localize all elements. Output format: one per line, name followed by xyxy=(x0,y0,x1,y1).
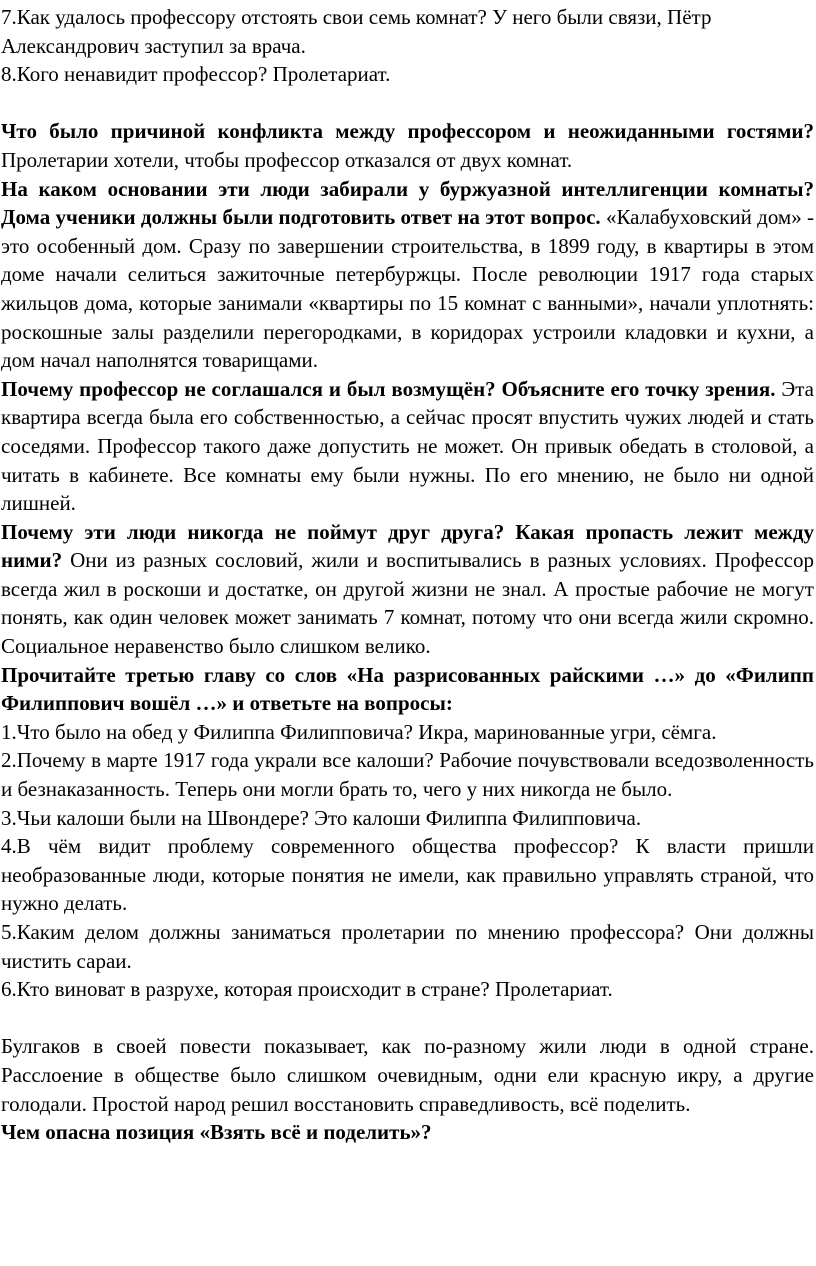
answer-2 xyxy=(1,746,814,803)
blank-line xyxy=(1,89,814,118)
conclusion-paragraph xyxy=(1,1032,814,1118)
mutual-understanding-paragraph xyxy=(1,518,814,661)
answer-5-text: 5.Каким делом должны заниматься пролетарии по мнению профессора? Они должны чистить сараи. xyxy=(1,920,814,973)
conflict-cause-paragraph xyxy=(1,117,814,174)
rooms-basis-paragraph xyxy=(1,175,814,375)
answer-8-text: 8.Кого ненавидит профессор? Пролетариат. xyxy=(1,62,391,87)
answer-4-text: 4.В чём видит проблему современного общества профессор? К власти пришли необразованные люди, которые понятия не имели, как правильно управлять страной, что нужно делать. xyxy=(1,834,814,916)
professor-outrage-question: Почему профессор не соглашался и был возмущён? Объясните его точку зрения. xyxy=(1,376,776,401)
conflict-cause-question: Что было причиной конфликта между профессором и неожиданными гостями? xyxy=(1,119,814,144)
rooms-basis-answer: «Калабуховский дом» - это особенный дом. Сразу по завершении строительства, в 1899 году, в квартиры в этом доме начали селиться зажиточные петербуржцы. После революции 1917 года старых жильцов дома, которые занимали «квартиры по 15 комнат с ванными», начали уплотнять: роскошные залы разделили перегородками, в коридорах устроили кладовки и кухни, а дом начал наполнятся товарищами. xyxy=(1,205,814,373)
professor-outrage-answer: Эта квартира всегда была его собственностью, а сейчас просят впустить чужих людей и стать соседями. Профессор такого даже допустить не может. Он привык обедать в столовой, а читать в кабинете. Все комнаты ему были нужны. По его мнению, не было ни одной лишней. xyxy=(1,376,814,516)
answer-6-text: 6.Кто виноват в разрухе, которая происходит в стране? Пролетариат. xyxy=(1,977,613,1002)
final-question xyxy=(1,1118,814,1147)
rooms-basis-question: На каком основании эти люди забирали у буржуазной интеллигенции комнаты? Дома ученики должны были подготовить ответ на этот вопрос. xyxy=(1,176,814,230)
answer-3 xyxy=(1,804,814,833)
conflict-cause-answer: Пролетарии хотели, чтобы профессор отказался от двух комнат. xyxy=(1,147,573,172)
answer-7-text: 7.Как удалось профессору отстоять свои семь комнат? У него были связи, Пётр Александрович заступил за врача. xyxy=(1,5,712,58)
mutual-understanding-answer: Они из разных сословий, жили и воспитывались в разных условиях. Профессор всегда жил в роскоши и достатке, он другой жизни не знал. А простые рабочие не могут понять, как один человек может занимать 7 комнат, потому что они всегда жили скромно. Социальное неравенство было слишком велико. xyxy=(1,548,814,659)
chapter-three-instruction-text: Прочитайте третью главу со слов «На разрисованных райскими …» до «Филипп Филиппович вошёл …» и ответьте на вопросы: xyxy=(1,662,814,716)
answer-2-text: 2.Почему в марте 1917 года украли все калоши? Рабочие почувствовали вседозволенность и безнаказанность. Теперь они могли брать то, чего у них никогда не было. xyxy=(1,748,814,802)
answer-6 xyxy=(1,975,814,1004)
answer-1 xyxy=(1,718,814,747)
answer-3-text: 3.Чьи калоши были на Швондере? Это калоши Филиппа Филипповича. xyxy=(1,805,642,830)
chapter-three-instruction xyxy=(1,661,814,718)
mutual-understanding-question: Почему эти люди никогда не поймут друг друга? Какая пропасть лежит между ними? xyxy=(1,519,814,573)
answer-1-text: 1.Что было на обед у Филиппа Филипповича? Икра, маринованные угри, сёмга. xyxy=(1,719,717,744)
blank-line xyxy=(1,1004,814,1033)
final-question-text: Чем опасна позиция «Взять всё и поделить»? xyxy=(1,1120,432,1145)
answer-7 xyxy=(1,3,814,60)
professor-outrage-paragraph xyxy=(1,375,814,518)
answer-8 xyxy=(1,60,814,89)
answer-5 xyxy=(1,918,814,975)
answer-4 xyxy=(1,832,814,918)
conclusion-text: Булгаков в своей повести показывает, как по-разному жили люди в одной стране. Расслоение в обществе было слишком очевидным, одни ели красную икру, а другие голодали. Простой народ решил восстановить справедливость, всё поделить. xyxy=(1,1034,814,1116)
